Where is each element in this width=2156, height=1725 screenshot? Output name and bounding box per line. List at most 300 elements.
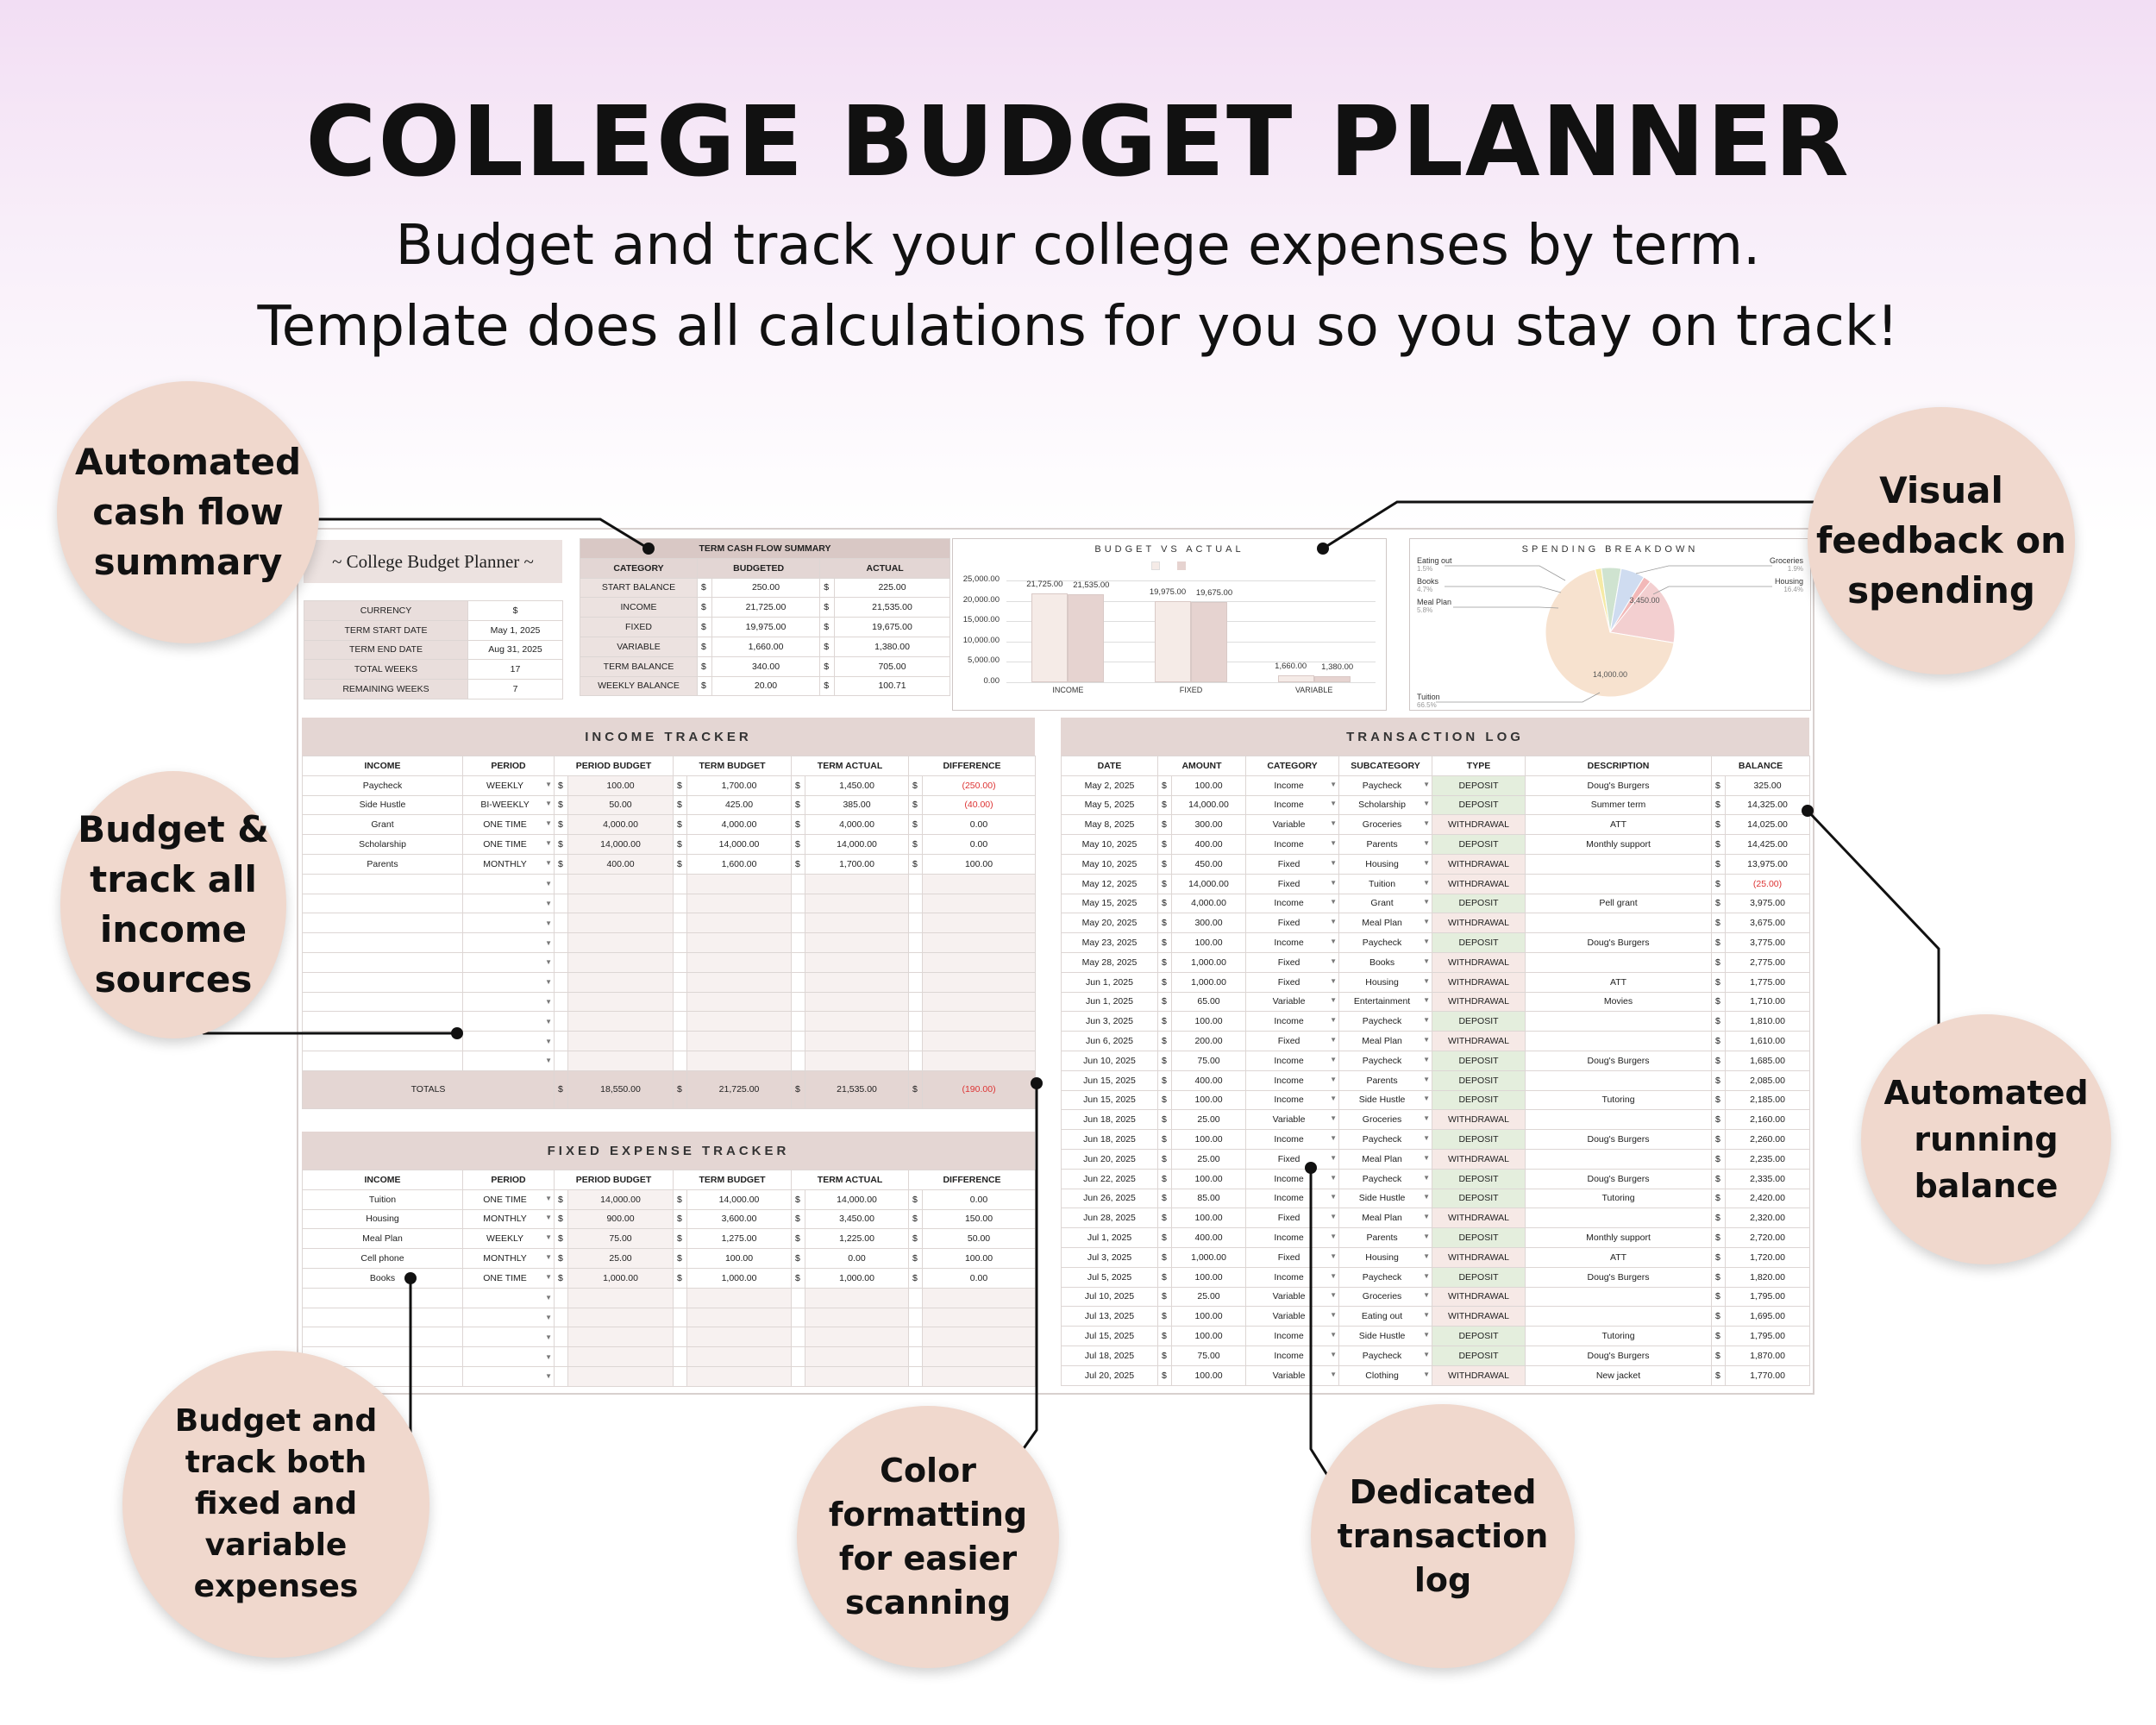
chevron-down-icon[interactable]: ▼ (1330, 1114, 1338, 1123)
chevron-down-icon[interactable]: ▼ (1423, 839, 1431, 848)
period-budget: 400.00 (568, 854, 674, 874)
term-actual: 3,450.00 (805, 1209, 909, 1229)
category-value: Income (1274, 1193, 1304, 1204)
currency-symbol: $ (1158, 972, 1172, 992)
transaction-date: May 20, 2025 (1062, 913, 1158, 933)
currency-symbol: $ (1712, 992, 1726, 1012)
chevron-down-icon[interactable]: ▼ (1330, 1213, 1338, 1221)
currency-symbol: $ (820, 578, 835, 598)
y-tick-label: 0.00 (983, 676, 1000, 686)
transaction-type: DEPOSIT (1432, 894, 1526, 913)
transaction-date: May 8, 2025 (1062, 815, 1158, 835)
chevron-down-icon[interactable]: ▼ (1330, 1134, 1338, 1143)
cfs-budgeted: 19,975.00 (711, 618, 820, 637)
slice-value-label: 14,000.00 (1592, 670, 1628, 679)
chevron-down-icon[interactable]: ▼ (1330, 1291, 1338, 1300)
page-subtitle-1: Budget and track your college expenses by term. (395, 214, 1761, 278)
transaction-type: DEPOSIT (1432, 1130, 1526, 1150)
currency-symbol: $ (1158, 913, 1172, 933)
chevron-down-icon[interactable]: ▼ (1423, 800, 1431, 808)
currency-symbol: $ (698, 656, 712, 676)
currency-symbol: $ (1712, 1287, 1726, 1307)
subcategory-value: Meal Plan (1362, 1213, 1402, 1224)
chevron-down-icon[interactable]: ▼ (1330, 1233, 1338, 1241)
setting-label: REMAINING WEEKS (304, 680, 468, 699)
currency-symbol: $ (1158, 1012, 1172, 1032)
currency-symbol: $ (1158, 952, 1172, 972)
chevron-down-icon[interactable]: ▼ (1423, 1291, 1431, 1300)
difference: 0.00 (923, 835, 1036, 855)
currency-symbol: $ (698, 618, 712, 637)
chevron-down-icon[interactable]: ▼ (1330, 1370, 1338, 1378)
chevron-down-icon[interactable]: ▼ (545, 1313, 552, 1321)
currency-symbol: $ (1712, 1365, 1726, 1385)
chevron-down-icon[interactable]: ▼ (1330, 1016, 1338, 1025)
callout-text: Visual feedback on spending (1816, 469, 2066, 612)
column-header: TERM BUDGET (674, 756, 792, 776)
difference: 0.00 (923, 1268, 1036, 1288)
transaction-description: Doug's Burgers (1526, 1130, 1712, 1150)
subcategory-value: Groceries (1362, 1114, 1402, 1126)
currency-symbol: $ (1712, 795, 1726, 815)
total-term-actual: 21,535.00 (805, 1070, 909, 1108)
transaction-type: WITHDRAWAL (1432, 992, 1526, 1012)
chevron-down-icon[interactable]: ▼ (1330, 839, 1338, 848)
chevron-down-icon[interactable]: ▼ (545, 839, 552, 848)
currency-symbol: $ (909, 1229, 923, 1249)
column-header: DIFFERENCE (909, 1170, 1036, 1190)
chevron-down-icon[interactable]: ▼ (1423, 819, 1431, 828)
transaction-type: WITHDRAWAL (1432, 1247, 1526, 1267)
callout-income-sources (60, 771, 286, 1038)
currency-symbol: $ (674, 1209, 687, 1229)
chevron-down-icon[interactable]: ▼ (1423, 1350, 1431, 1358)
currency-symbol: $ (1712, 1090, 1726, 1110)
chevron-down-icon[interactable]: ▼ (1423, 1095, 1431, 1103)
bar-data-label: 1,380.00 (1321, 662, 1354, 673)
subcategory-value: Side Hustle (1358, 1331, 1406, 1341)
subcategory-value: Meal Plan (1362, 1036, 1402, 1047)
category-value: Income (1274, 1134, 1304, 1145)
transaction-description: Movies (1526, 992, 1712, 1012)
chevron-down-icon[interactable]: ▼ (545, 1214, 552, 1222)
total-difference: (190.00) (923, 1070, 1036, 1108)
bar-data-label: 21,535.00 (1073, 580, 1110, 591)
chevron-down-icon[interactable]: ▼ (1423, 996, 1431, 1005)
column-header: DESCRIPTION (1526, 756, 1712, 776)
difference: (40.00) (923, 795, 1036, 815)
currency-symbol: $ (1158, 1228, 1172, 1248)
setting-value[interactable]: May 1, 2025 (468, 620, 563, 640)
category-value: Variable (1272, 1291, 1306, 1302)
subcategory-value: Meal Plan (1362, 918, 1402, 929)
currency-symbol: $ (909, 835, 923, 855)
currency-symbol: $ (1712, 835, 1726, 855)
running-balance: 1,695.00 (1726, 1307, 1810, 1327)
transaction-type: DEPOSIT (1432, 1327, 1526, 1346)
chevron-down-icon[interactable]: ▼ (1423, 1114, 1431, 1123)
difference: 50.00 (923, 1229, 1036, 1249)
category-value: Income (1274, 1075, 1304, 1086)
transaction-type: WITHDRAWAL (1432, 1110, 1526, 1130)
transaction-amount: 75.00 (1172, 1051, 1246, 1070)
setting-value[interactable]: Aug 31, 2025 (468, 640, 563, 660)
setting-value[interactable]: $ (468, 601, 563, 621)
totals-label: TOTALS (303, 1070, 555, 1108)
cfs-label: VARIABLE (580, 637, 698, 656)
chevron-down-icon[interactable]: ▼ (545, 938, 552, 947)
running-balance: 2,320.00 (1726, 1208, 1810, 1228)
currency-symbol: $ (1158, 795, 1172, 815)
currency-symbol: $ (698, 676, 712, 696)
page-subtitle-2: Template does all calculations for you so you stay on track! (257, 295, 1899, 359)
difference: 0.00 (923, 815, 1036, 835)
transaction-amount: 100.00 (1172, 1169, 1246, 1189)
subcategory-value: Paycheck (1362, 780, 1402, 791)
transaction-amount: 100.00 (1172, 1130, 1246, 1150)
chevron-down-icon[interactable]: ▼ (545, 858, 552, 867)
currency-symbol: $ (674, 1229, 687, 1249)
period-value: ONE TIME (483, 819, 527, 831)
page-title: COLLEGE BUDGET PLANNER (305, 86, 1851, 198)
transaction-date: May 12, 2025 (1062, 874, 1158, 894)
running-balance: 2,085.00 (1726, 1070, 1810, 1090)
callout-dot (1031, 1077, 1043, 1089)
currency-symbol: $ (1712, 952, 1726, 972)
chevron-down-icon[interactable]: ▼ (1330, 1095, 1338, 1103)
chevron-down-icon[interactable]: ▼ (1423, 957, 1431, 965)
chevron-down-icon[interactable]: ▼ (1330, 1153, 1338, 1162)
chevron-down-icon[interactable]: ▼ (1423, 858, 1431, 867)
transaction-description: Summer term (1526, 795, 1712, 815)
chevron-down-icon[interactable]: ▼ (1423, 1055, 1431, 1063)
term-budget: 4,000.00 (687, 815, 792, 835)
transaction-date: Jun 3, 2025 (1062, 1012, 1158, 1032)
cfs-title: TERM CASH FLOW SUMMARY (580, 539, 950, 559)
currency-symbol: $ (674, 815, 687, 835)
transaction-date: May 15, 2025 (1062, 894, 1158, 913)
setting-value[interactable]: 17 (468, 660, 563, 680)
term-actual: 385.00 (805, 795, 909, 815)
chevron-down-icon[interactable]: ▼ (545, 1272, 552, 1281)
transaction-type: WITHDRAWAL (1432, 1208, 1526, 1228)
transaction-date: Jun 20, 2025 (1062, 1149, 1158, 1169)
currency-symbol: $ (674, 1189, 687, 1209)
slice-percent: 5.8% (1417, 606, 1433, 614)
category-value: Fixed (1277, 1251, 1300, 1263)
currency-symbol: $ (1158, 835, 1172, 855)
period-value: MONTHLY (483, 1253, 527, 1264)
transaction-type: WITHDRAWAL (1432, 815, 1526, 835)
term-actual: 1,225.00 (805, 1229, 909, 1249)
chevron-down-icon[interactable]: ▼ (545, 1352, 552, 1361)
transaction-date: Jun 1, 2025 (1062, 992, 1158, 1012)
chevron-down-icon[interactable]: ▼ (1330, 938, 1338, 946)
callout-dot (642, 543, 655, 555)
chevron-down-icon[interactable]: ▼ (1423, 1036, 1431, 1044)
running-balance: 14,325.00 (1726, 795, 1810, 815)
chevron-down-icon[interactable]: ▼ (545, 978, 552, 987)
chevron-down-icon[interactable]: ▼ (1423, 1173, 1431, 1182)
chevron-down-icon[interactable]: ▼ (1423, 1331, 1431, 1339)
term-budget: 14,000.00 (687, 1189, 792, 1209)
column-header: ACTUAL (820, 558, 950, 578)
currency-symbol: $ (1158, 1189, 1172, 1208)
chevron-down-icon[interactable]: ▼ (545, 1253, 552, 1262)
chevron-down-icon[interactable]: ▼ (1423, 1370, 1431, 1378)
subcategory-value: Side Hustle (1358, 1095, 1406, 1106)
category-value: Income (1274, 1055, 1304, 1066)
transaction-type: DEPOSIT (1432, 1169, 1526, 1189)
chevron-down-icon[interactable]: ▼ (1330, 1251, 1338, 1260)
cfs-actual: 225.00 (835, 578, 950, 598)
chevron-down-icon[interactable]: ▼ (1423, 918, 1431, 926)
column-header: INCOME (303, 1170, 463, 1190)
column-header: DIFFERENCE (909, 756, 1036, 776)
chevron-down-icon[interactable]: ▼ (1330, 1173, 1338, 1182)
chevron-down-icon[interactable]: ▼ (1330, 918, 1338, 926)
column-header: TERM BUDGET (674, 1170, 792, 1190)
chevron-down-icon[interactable]: ▼ (545, 1233, 552, 1242)
running-balance: 2,185.00 (1726, 1090, 1810, 1110)
category-value: Variable (1272, 1311, 1306, 1322)
chevron-down-icon[interactable]: ▼ (545, 880, 552, 888)
setting-value[interactable]: 7 (468, 680, 563, 699)
column-header: TYPE (1432, 756, 1526, 776)
period-budget: 75.00 (568, 1229, 674, 1249)
term-budget: 100.00 (687, 1249, 792, 1269)
category-value: Income (1274, 1095, 1304, 1106)
column-header: TERM ACTUAL (792, 756, 909, 776)
transaction-amount: 25.00 (1172, 1110, 1246, 1130)
running-balance: 1,795.00 (1726, 1287, 1810, 1307)
slice-label: Meal Plan (1417, 598, 1452, 606)
currency-symbol: $ (1158, 1110, 1172, 1130)
transaction-description: New jacket (1526, 1365, 1712, 1385)
transaction-type: WITHDRAWAL (1432, 874, 1526, 894)
slice-label: Books (1417, 577, 1439, 586)
slice-percent: 1.9% (1787, 565, 1803, 573)
chevron-down-icon[interactable]: ▼ (545, 780, 552, 788)
category-value: Fixed (1277, 1213, 1300, 1224)
chevron-down-icon[interactable]: ▼ (545, 819, 552, 828)
chevron-down-icon[interactable]: ▼ (1423, 976, 1431, 985)
chevron-down-icon[interactable]: ▼ (1423, 1233, 1431, 1241)
callout-cash-flow (57, 381, 319, 643)
currency-symbol: $ (555, 815, 568, 835)
chevron-down-icon[interactable]: ▼ (1423, 1075, 1431, 1083)
running-balance: 1,720.00 (1726, 1247, 1810, 1267)
callout-text: Dedicated transaction log (1337, 1472, 1549, 1599)
category-value: Fixed (1277, 1153, 1300, 1164)
transaction-description: Doug's Burgers (1526, 1169, 1712, 1189)
chevron-down-icon[interactable]: ▼ (545, 1372, 552, 1381)
chevron-down-icon[interactable]: ▼ (1330, 819, 1338, 828)
transaction-amount: 75.00 (1172, 1346, 1246, 1365)
currency-symbol: $ (909, 815, 923, 835)
chevron-down-icon[interactable]: ▼ (1423, 1213, 1431, 1221)
currency-symbol: $ (674, 775, 687, 795)
chevron-down-icon[interactable]: ▼ (1330, 1075, 1338, 1083)
transaction-type: DEPOSIT (1432, 1090, 1526, 1110)
transaction-amount: 14,000.00 (1172, 795, 1246, 815)
currency-symbol: $ (555, 1070, 568, 1108)
subcategory-value: Paycheck (1362, 1055, 1402, 1066)
chevron-down-icon[interactable]: ▼ (1330, 858, 1338, 867)
cfs-budgeted: 21,725.00 (711, 598, 820, 618)
transaction-description: Doug's Burgers (1526, 1267, 1712, 1287)
transaction-date: Jul 18, 2025 (1062, 1346, 1158, 1365)
chevron-down-icon[interactable]: ▼ (545, 1294, 552, 1302)
column-header: DATE (1062, 756, 1158, 776)
chevron-down-icon[interactable]: ▼ (545, 1194, 552, 1202)
chevron-down-icon[interactable]: ▼ (1330, 1193, 1338, 1201)
chevron-down-icon[interactable]: ▼ (1423, 938, 1431, 946)
subcategory-value: Parents (1366, 1075, 1398, 1086)
currency-symbol: $ (555, 795, 568, 815)
chevron-down-icon[interactable]: ▼ (1330, 1350, 1338, 1358)
currency-symbol: $ (792, 1249, 805, 1269)
category-value: Variable (1272, 996, 1306, 1007)
transaction-type: WITHDRAWAL (1432, 1287, 1526, 1307)
subcategory-value: Groceries (1362, 819, 1402, 831)
transaction-amount: 25.00 (1172, 1149, 1246, 1169)
period-budget: 1,000.00 (568, 1268, 674, 1288)
chevron-down-icon[interactable]: ▼ (1423, 780, 1431, 788)
chevron-down-icon[interactable]: ▼ (1330, 800, 1338, 808)
currency-symbol: $ (909, 1249, 923, 1269)
currency-symbol: $ (1712, 1012, 1726, 1032)
chevron-down-icon[interactable]: ▼ (545, 919, 552, 927)
transaction-type: WITHDRAWAL (1432, 1032, 1526, 1051)
chevron-down-icon[interactable]: ▼ (1423, 1153, 1431, 1162)
transaction-type: WITHDRAWAL (1432, 952, 1526, 972)
chevron-down-icon[interactable]: ▼ (1423, 878, 1431, 887)
chevron-down-icon[interactable]: ▼ (545, 1057, 552, 1065)
transaction-description: ATT (1526, 1247, 1712, 1267)
term-actual: 14,000.00 (805, 1189, 909, 1209)
chevron-down-icon[interactable]: ▼ (545, 958, 552, 967)
chevron-down-icon[interactable]: ▼ (1330, 996, 1338, 1005)
transaction-description: Doug's Burgers (1526, 1346, 1712, 1365)
setting-label: TERM END DATE (304, 640, 468, 660)
cfs-actual: 1,380.00 (835, 637, 950, 656)
difference: 150.00 (923, 1209, 1036, 1229)
currency-symbol: $ (674, 854, 687, 874)
chevron-down-icon[interactable]: ▼ (1330, 780, 1338, 788)
chevron-down-icon[interactable]: ▼ (1423, 1134, 1431, 1143)
chevron-down-icon[interactable]: ▼ (545, 1037, 552, 1045)
item-name: Parents (303, 854, 463, 874)
transaction-description: Pell grant (1526, 894, 1712, 913)
running-balance: 1,795.00 (1726, 1327, 1810, 1346)
chart-title: SPENDING BREAKDOWN (1521, 544, 1699, 555)
column-header: BUDGETED (698, 558, 820, 578)
chevron-down-icon[interactable]: ▼ (545, 1333, 552, 1341)
running-balance: 1,870.00 (1726, 1346, 1810, 1365)
chevron-down-icon[interactable]: ▼ (1330, 1271, 1338, 1280)
chevron-down-icon[interactable]: ▼ (1330, 976, 1338, 985)
subcategory-value: Paycheck (1362, 1271, 1402, 1283)
chevron-down-icon[interactable]: ▼ (1423, 1271, 1431, 1280)
subcategory-value: Paycheck (1362, 1173, 1402, 1184)
subcategory-value: Meal Plan (1362, 1153, 1402, 1164)
running-balance: 13,975.00 (1726, 854, 1810, 874)
transaction-log-header: TRANSACTION LOG (1061, 718, 1809, 756)
chevron-down-icon[interactable]: ▼ (545, 1017, 552, 1026)
running-balance: 2,260.00 (1726, 1130, 1810, 1150)
chevron-down-icon[interactable]: ▼ (545, 800, 552, 808)
column-header: INCOME (303, 756, 463, 776)
callout-dot (1305, 1162, 1317, 1174)
category-value: Income (1274, 800, 1304, 811)
currency-symbol: $ (1158, 815, 1172, 835)
chevron-down-icon[interactable]: ▼ (545, 997, 552, 1006)
chevron-down-icon[interactable]: ▼ (1330, 1036, 1338, 1044)
transaction-type: WITHDRAWAL (1432, 854, 1526, 874)
chevron-down-icon[interactable]: ▼ (1330, 1311, 1338, 1320)
currency-symbol: $ (1712, 1208, 1726, 1228)
callout-dot (1317, 543, 1329, 555)
subcategory-value: Entertainment (1353, 996, 1411, 1007)
currency-symbol: $ (674, 1249, 687, 1269)
transaction-type: WITHDRAWAL (1432, 1365, 1526, 1385)
term-budget: 1,700.00 (687, 775, 792, 795)
currency-symbol: $ (820, 598, 835, 618)
callout-color-formatting (797, 1406, 1059, 1668)
chevron-down-icon[interactable]: ▼ (1330, 898, 1338, 906)
category-value: Fixed (1277, 858, 1300, 869)
chevron-down-icon[interactable]: ▼ (1330, 1331, 1338, 1339)
currency-symbol: $ (1158, 1287, 1172, 1307)
currency-symbol: $ (909, 1070, 923, 1108)
bar-data-label: 21,725.00 (1026, 580, 1063, 590)
chevron-down-icon[interactable]: ▼ (1330, 878, 1338, 887)
column-header: CATEGORY (580, 558, 698, 578)
chevron-down-icon[interactable]: ▼ (1330, 1055, 1338, 1063)
transaction-description: ATT (1526, 815, 1712, 835)
currency-symbol: $ (674, 1070, 687, 1108)
chevron-down-icon[interactable]: ▼ (1423, 1251, 1431, 1260)
setting-label: TERM START DATE (304, 620, 468, 640)
currency-symbol: $ (820, 656, 835, 676)
chevron-down-icon[interactable]: ▼ (1423, 1311, 1431, 1320)
transaction-amount: 100.00 (1172, 1327, 1246, 1346)
term-budget: 1,000.00 (687, 1268, 792, 1288)
transaction-amount: 400.00 (1172, 835, 1246, 855)
bar-data-label: 19,675.00 (1195, 588, 1233, 599)
column-header: PERIOD BUDGET (555, 1170, 674, 1190)
transaction-amount: 100.00 (1172, 1012, 1246, 1032)
currency-symbol: $ (909, 795, 923, 815)
item-name: Cell phone (303, 1249, 463, 1269)
slice-label: Housing (1774, 577, 1803, 586)
currency-symbol: $ (555, 1209, 568, 1229)
transaction-date: Jun 15, 2025 (1062, 1070, 1158, 1090)
chevron-down-icon[interactable]: ▼ (1423, 1016, 1431, 1025)
cfs-label: START BALANCE (580, 578, 698, 598)
category-value: Income (1274, 938, 1304, 949)
chevron-down-icon[interactable]: ▼ (1330, 957, 1338, 965)
chevron-down-icon[interactable]: ▼ (1423, 1193, 1431, 1201)
transaction-date: May 10, 2025 (1062, 854, 1158, 874)
chevron-down-icon[interactable]: ▼ (545, 899, 552, 907)
transaction-amount: 65.00 (1172, 992, 1246, 1012)
category-value: Variable (1272, 819, 1306, 831)
chevron-down-icon[interactable]: ▼ (1423, 898, 1431, 906)
period-value: MONTHLY (483, 1214, 527, 1225)
transaction-amount: 100.00 (1172, 1307, 1246, 1327)
